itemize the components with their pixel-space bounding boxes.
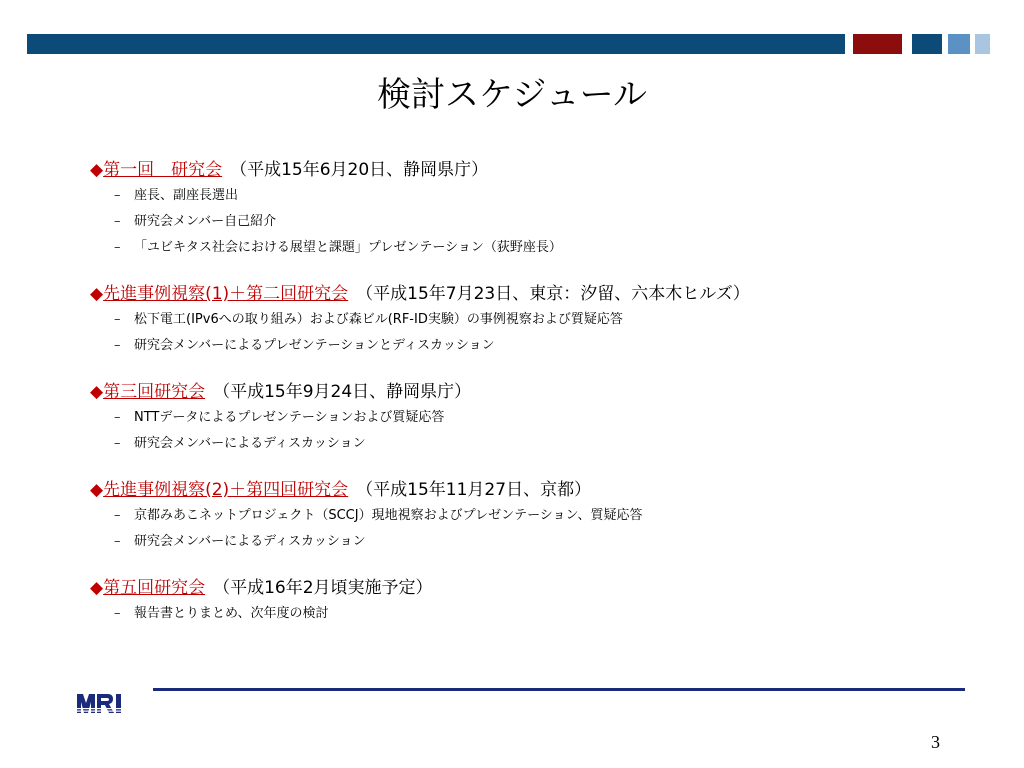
list-item-text: NTTデータによるプレゼンテーションおよび質疑応答 bbox=[134, 410, 445, 425]
header-bar-accent-blue-1 bbox=[912, 34, 942, 54]
dash-bullet: – bbox=[114, 240, 121, 255]
list-item-text: 研究会メンバーによるディスカッション bbox=[134, 436, 366, 451]
dash-bullet: – bbox=[114, 312, 121, 327]
list-item-text: 研究会メンバー自己紹介 bbox=[134, 214, 277, 229]
section-date: （平成16年2月頃実施予定） bbox=[213, 578, 433, 598]
schedule-section bbox=[90, 575, 970, 627]
dash-bullet: – bbox=[114, 508, 121, 523]
section-heading bbox=[90, 379, 970, 405]
section-link[interactable]: 先進事例視察(2)＋第四回研究会 bbox=[103, 480, 349, 500]
list-item-text: 「ユビキタス社会における展望と課題」プレゼンテーション（荻野座長） bbox=[134, 240, 562, 255]
list-item-text: 研究会メンバーによるディスカッション bbox=[134, 534, 366, 549]
section-items bbox=[90, 601, 970, 627]
dash-bullet: – bbox=[114, 606, 121, 621]
schedule-list bbox=[90, 157, 970, 647]
section-link[interactable]: 先進事例視察(1)＋第二回研究会 bbox=[103, 284, 349, 304]
list-item bbox=[114, 503, 970, 529]
diamond-bullet-icon: ◆ bbox=[90, 382, 104, 402]
dash-bullet: – bbox=[114, 214, 121, 229]
list-item bbox=[114, 235, 970, 261]
footer-divider bbox=[153, 688, 965, 691]
section-heading bbox=[90, 157, 970, 183]
schedule-section bbox=[90, 379, 970, 457]
diamond-bullet-icon: ◆ bbox=[90, 160, 104, 180]
dash-bullet: – bbox=[114, 188, 121, 203]
list-item bbox=[114, 431, 970, 457]
schedule-section bbox=[90, 281, 970, 359]
dash-bullet: – bbox=[114, 436, 121, 451]
list-item-text: 報告書とりまとめ、次年度の検討 bbox=[134, 606, 329, 621]
header-bar-main bbox=[27, 34, 845, 54]
list-item-text: 松下電工(IPv6への取り組み）および森ビル(RF-ID実験）の事例視察および質疑応答 bbox=[134, 312, 623, 327]
section-items bbox=[90, 503, 970, 555]
schedule-section bbox=[90, 477, 970, 555]
list-item bbox=[114, 307, 970, 333]
section-items bbox=[90, 405, 970, 457]
header-bar-accent-blue-3 bbox=[975, 34, 990, 54]
section-date: （平成15年7月23日、東京：汐留、六本木ヒルズ） bbox=[356, 284, 750, 304]
diamond-bullet-icon: ◆ bbox=[90, 284, 104, 304]
section-link[interactable]: 第一回 研究会 bbox=[103, 160, 223, 180]
dash-bullet: – bbox=[114, 338, 121, 353]
dash-bullet: – bbox=[114, 534, 121, 549]
diamond-bullet-icon: ◆ bbox=[90, 578, 104, 598]
mri-logo-icon bbox=[76, 691, 126, 715]
section-heading bbox=[90, 477, 970, 503]
list-item bbox=[114, 333, 970, 359]
section-heading bbox=[90, 281, 970, 307]
dash-bullet: – bbox=[114, 410, 121, 425]
list-item bbox=[114, 209, 970, 235]
list-item-text: 研究会メンバーによるプレゼンテーションとディスカッション bbox=[134, 338, 495, 353]
list-item-text: 京都みあこネットプロジェクト（SCCJ）現地視察およびプレゼンテーション、質疑応答 bbox=[134, 508, 643, 523]
list-item bbox=[114, 529, 970, 555]
schedule-section bbox=[90, 157, 970, 261]
header-bar-accent-red bbox=[853, 34, 902, 54]
section-date: （平成15年11月27日、京都） bbox=[356, 480, 592, 500]
section-heading bbox=[90, 575, 970, 601]
diamond-bullet-icon: ◆ bbox=[90, 480, 104, 500]
section-date: （平成15年9月24日、静岡県庁） bbox=[213, 382, 472, 402]
section-items bbox=[90, 183, 970, 261]
list-item-text: 座長、副座長選出 bbox=[134, 188, 239, 203]
section-link[interactable]: 第三回研究会 bbox=[103, 382, 206, 402]
header-bar-accent-blue-2 bbox=[948, 34, 970, 54]
slide-title: 検討スケジュール bbox=[377, 75, 647, 115]
section-items bbox=[90, 307, 970, 359]
list-item bbox=[114, 405, 970, 431]
list-item bbox=[114, 601, 970, 627]
list-item bbox=[114, 183, 970, 209]
section-link[interactable]: 第五回研究会 bbox=[103, 578, 206, 598]
section-date: （平成15年6月20日、静岡県庁） bbox=[230, 160, 489, 180]
page-number: 3 bbox=[931, 732, 940, 752]
